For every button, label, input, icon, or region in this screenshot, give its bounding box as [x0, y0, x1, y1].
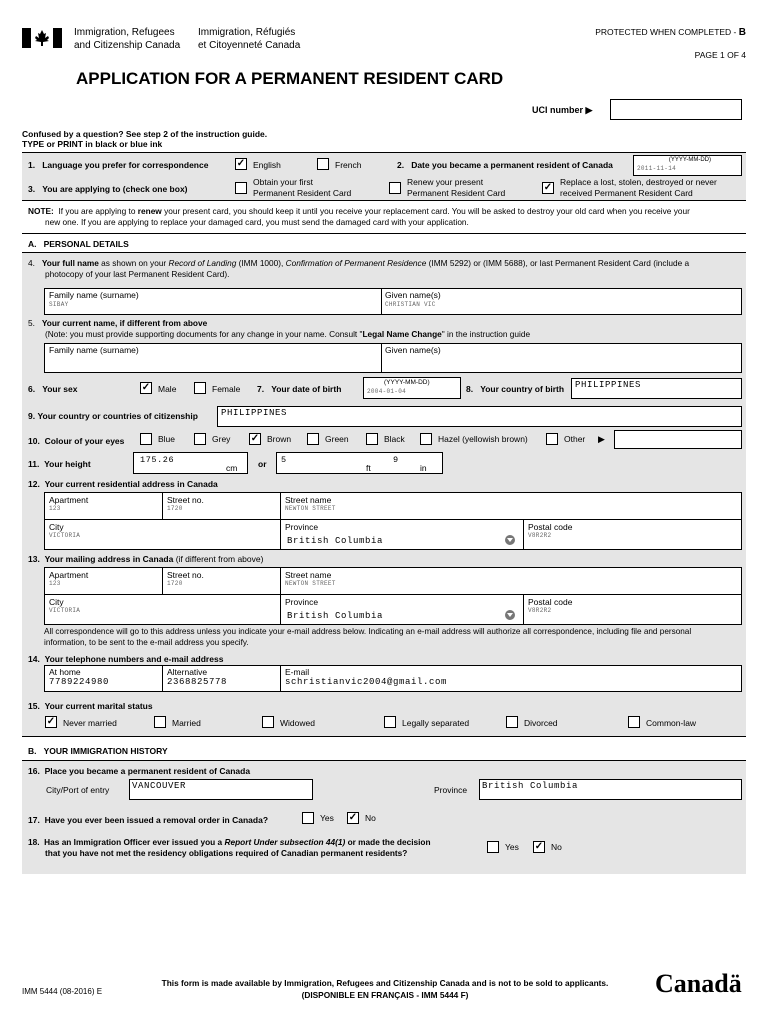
- form-id: IMM 5444 (08-2016) E: [22, 987, 103, 996]
- q16-province-input[interactable]: British Columbia: [479, 779, 742, 800]
- q13-street-name-input[interactable]: NEWTON STREET: [285, 580, 336, 587]
- q12-label: 12. Your current residential address in Canada: [28, 479, 218, 489]
- port-of-entry-label: City/Port of entry: [46, 785, 110, 795]
- q17-label: 17. Have you ever been issued a removal order in Canada?: [28, 815, 269, 825]
- q13-apt-label: Apartment: [49, 570, 89, 580]
- report-yes-label: Yes: [505, 842, 519, 852]
- q12-address-fields: [44, 492, 742, 550]
- q1-label: 1. Language you prefer for correspondence: [28, 160, 209, 170]
- removal-yes-checkbox[interactable]: [302, 812, 314, 824]
- eye-blue-label: Blue: [158, 434, 176, 444]
- renew-card-checkbox[interactable]: [389, 182, 401, 194]
- renew-card-label: Renew your present Permanent Resident Card: [407, 177, 506, 198]
- alt-phone-label: Alternative: [167, 667, 208, 677]
- male-checkbox[interactable]: ✓: [141, 382, 151, 393]
- section-b-heading: B. YOUR IMMIGRATION HISTORY: [28, 746, 168, 756]
- email-label: E-mail: [285, 667, 310, 677]
- q13-postal-label: Postal code: [528, 597, 573, 607]
- agency-name-english: Immigration, Refugees and Citizenship Canada: [74, 27, 181, 51]
- q11-label: 11. Your height: [28, 459, 91, 469]
- q13-label: 13. Your mailing address in Canada (if different from above): [28, 554, 264, 564]
- q5-family-label: Family name (surname): [49, 345, 139, 355]
- eye-grey-label: Grey: [212, 434, 231, 444]
- first-card-label: Obtain your first Permanent Resident Card: [253, 177, 352, 198]
- q12-apt-input[interactable]: 123: [49, 505, 61, 512]
- widowed-checkbox[interactable]: [262, 716, 274, 728]
- alt-phone-input[interactable]: 2368825778: [167, 677, 228, 687]
- never-married-checkbox[interactable]: ✓: [46, 716, 56, 727]
- divorced-checkbox[interactable]: [506, 716, 518, 728]
- q12-street-no-label: Street no.: [167, 495, 204, 505]
- legally-separated-label: Legally separated: [402, 718, 470, 728]
- report-no-checkbox[interactable]: ✓: [534, 841, 544, 852]
- english-label: English: [253, 160, 281, 170]
- instructions: Confused by a question? See step 2 of the instruction guide. TYPE or PRINT in black or blue ink: [22, 129, 268, 149]
- eye-other-checkbox[interactable]: [546, 433, 558, 445]
- common-law-checkbox[interactable]: [628, 716, 640, 728]
- port-of-entry-input[interactable]: VANCOUVER: [129, 779, 313, 800]
- q12-street-name-input[interactable]: NEWTON STREET: [285, 505, 336, 512]
- female-label: Female: [212, 384, 241, 394]
- q5-given-label: Given name(s): [385, 345, 441, 355]
- citizenship-input[interactable]: PHILIPPINES: [217, 406, 742, 427]
- arrow-right-icon: ▶: [598, 434, 605, 444]
- q13-street-no-input[interactable]: 1720: [167, 580, 183, 587]
- eye-green-checkbox[interactable]: [307, 433, 319, 445]
- uci-input[interactable]: [610, 99, 742, 120]
- q6-label: 6. Your sex: [28, 384, 78, 394]
- footer-notice: This form is made available by Immigration, Refugees and Citizenship Canada and is not to be sold to applicants. (DISPONIBLE EN FRANÇAIS - IMM 5444 F): [161, 978, 609, 1000]
- first-card-checkbox[interactable]: [235, 182, 247, 194]
- q12-city-input[interactable]: VICTORIA: [49, 532, 81, 539]
- height-cm-input[interactable]: 175.26 cm: [133, 452, 248, 474]
- q2-label: 2. Date you became a permanent resident of Canada: [397, 160, 613, 170]
- q12-street-no-input[interactable]: 1720: [167, 505, 183, 512]
- french-checkbox[interactable]: [317, 158, 329, 170]
- married-checkbox[interactable]: [154, 716, 166, 728]
- q12-city-label: City: [49, 522, 64, 532]
- canada-flag-icon: [22, 28, 62, 48]
- eye-hazel-label: Hazel (yellowish brown): [438, 434, 528, 444]
- widowed-label: Widowed: [280, 718, 315, 728]
- eye-brown-checkbox[interactable]: ✓: [250, 433, 260, 444]
- pr-date-input[interactable]: (YYYY-MM-DD) 2011-11-14: [633, 155, 742, 176]
- report-yes-checkbox[interactable]: [487, 841, 499, 853]
- dropdown-arrow-icon[interactable]: [505, 610, 515, 620]
- q12-postal-label: Postal code: [528, 522, 573, 532]
- canada-wordmark: Canadä: [655, 969, 742, 998]
- q8-label: 8. Your country of birth: [466, 384, 565, 394]
- q13-address-fields: [44, 567, 742, 625]
- section-a-heading: A. PERSONAL DETAILS: [28, 239, 129, 249]
- q12-apt-label: Apartment: [49, 495, 89, 505]
- male-label: Male: [158, 384, 177, 394]
- q13-province-label: Province: [285, 597, 319, 607]
- divorced-label: Divorced: [524, 718, 558, 728]
- replace-card-label: Replace a lost, stolen, destroyed or never received Permanent Resident Card: [560, 177, 717, 198]
- height-ft-in-input[interactable]: 5 ft 9 in: [276, 452, 443, 474]
- eye-other-input[interactable]: [614, 430, 742, 449]
- eye-blue-checkbox[interactable]: [140, 433, 152, 445]
- q4-family-label: Family name (surname): [49, 290, 139, 300]
- q14-label: 14. Your telephone numbers and e-mail address: [28, 654, 224, 664]
- eye-brown-label: Brown: [267, 434, 292, 444]
- female-checkbox[interactable]: [194, 382, 206, 394]
- removal-no-checkbox[interactable]: ✓: [348, 812, 358, 823]
- q15-label: 15. Your current marital status: [28, 701, 153, 711]
- eye-hazel-checkbox[interactable]: [420, 433, 432, 445]
- q13-city-input[interactable]: VICTORIA: [49, 607, 81, 614]
- eye-grey-checkbox[interactable]: [194, 433, 206, 445]
- q13-postal-input[interactable]: V8R2R2: [528, 607, 552, 614]
- q4-given-input[interactable]: CHRISTIAN VIC: [385, 301, 436, 308]
- form-title: APPLICATION FOR A PERMANENT RESIDENT CARD: [76, 69, 504, 88]
- page-number: PAGE 1 OF 4: [694, 50, 746, 60]
- q13-correspondence-note: All correspondence will go to this address unless you indicate your e-mail address below. Indicating an e-mail address will authorize all correspondence, including file and personal information, to be sent to the e-mail address you specify.: [44, 627, 692, 647]
- english-checkbox[interactable]: ✓: [236, 158, 246, 169]
- common-law-label: Common-law: [646, 718, 697, 728]
- eye-other-label: Other: [564, 434, 586, 444]
- q12-province-select[interactable]: British Columbia: [287, 536, 384, 546]
- protected-label: PROTECTED WHEN COMPLETED - B: [595, 27, 746, 38]
- q4-family-input[interactable]: SIBAY: [49, 301, 69, 308]
- eye-green-label: Green: [325, 434, 349, 444]
- q7-label: 7. Your date of birth: [257, 384, 342, 394]
- q3-label: 3. You are applying to (check one box): [28, 184, 188, 194]
- q13-apt-input[interactable]: 123: [49, 580, 61, 587]
- french-label: French: [335, 160, 362, 170]
- q16-label: 16. Place you became a permanent resident of Canada: [28, 766, 251, 776]
- never-married-label: Never married: [63, 718, 117, 728]
- arrow-right-icon: ▶: [585, 105, 593, 115]
- q13-street-name-label: Street name: [285, 570, 332, 580]
- q5-label: 5. Your current name, if different from above (Note: you must provide supporting documents for any change in your name. Consult "Legal Name Change" in the instruction guide: [28, 318, 531, 339]
- q9-label: 9. Your country or countries of citizenship: [28, 411, 198, 421]
- q12-province-label: Province: [285, 522, 319, 532]
- dropdown-arrow-icon[interactable]: [505, 535, 515, 545]
- married-label: Married: [172, 718, 201, 728]
- home-phone-label: At home: [49, 667, 81, 677]
- removal-yes-label: Yes: [320, 813, 334, 823]
- email-input[interactable]: schristianvic2004@gmail.com: [285, 677, 448, 687]
- home-phone-input[interactable]: 7789224980: [49, 677, 110, 687]
- dob-input[interactable]: (YYYY-MM-DD) 2004-01-04: [363, 377, 461, 399]
- q13-city-label: City: [49, 597, 64, 607]
- agency-name-french: Immigration, Réfugiés et Citoyenneté Canada: [198, 27, 301, 51]
- q4-label: 4. Your full name as shown on your Record of Landing (IMM 1000), Confirmation of Permanent Residence (IMM 5292) or (IMM 5688), or last Permanent Resident Card (include a photocopy of your last Permanent Resident Card).: [28, 258, 690, 279]
- height-or-label: or: [258, 459, 267, 469]
- removal-no-label: No: [365, 813, 376, 823]
- note-text: NOTE: If you are applying to renew your present card, you should keep it until you receive your replacement card. You will be asked to destroy your old card when you receive your new one. If you are applying to replace your damaged card, you must send the damaged card with your application.: [28, 206, 690, 227]
- eye-black-checkbox[interactable]: [366, 433, 378, 445]
- legally-separated-checkbox[interactable]: [384, 716, 396, 728]
- q16-province-label: Province: [434, 785, 468, 795]
- q12-postal-input[interactable]: V8R2R2: [528, 532, 552, 539]
- uci-label: UCI number ▶: [532, 105, 593, 115]
- q4-given-label: Given name(s): [385, 290, 441, 300]
- q13-province-select[interactable]: British Columbia: [287, 611, 384, 621]
- report-no-label: No: [551, 842, 562, 852]
- eye-black-label: Black: [384, 434, 405, 444]
- country-of-birth-input[interactable]: PHILIPPINES: [571, 378, 742, 399]
- replace-card-checkbox[interactable]: ✓: [543, 182, 553, 193]
- q18-label: 18. Has an Immigration Officer ever issued you a Report Under subsection 44(1) or made the decision that you have not met the residency obligations required of Canadian permanent residents?: [28, 837, 431, 858]
- q13-street-no-label: Street no.: [167, 570, 204, 580]
- q10-label: 10. Colour of your eyes: [28, 436, 125, 446]
- q12-street-name-label: Street name: [285, 495, 332, 505]
